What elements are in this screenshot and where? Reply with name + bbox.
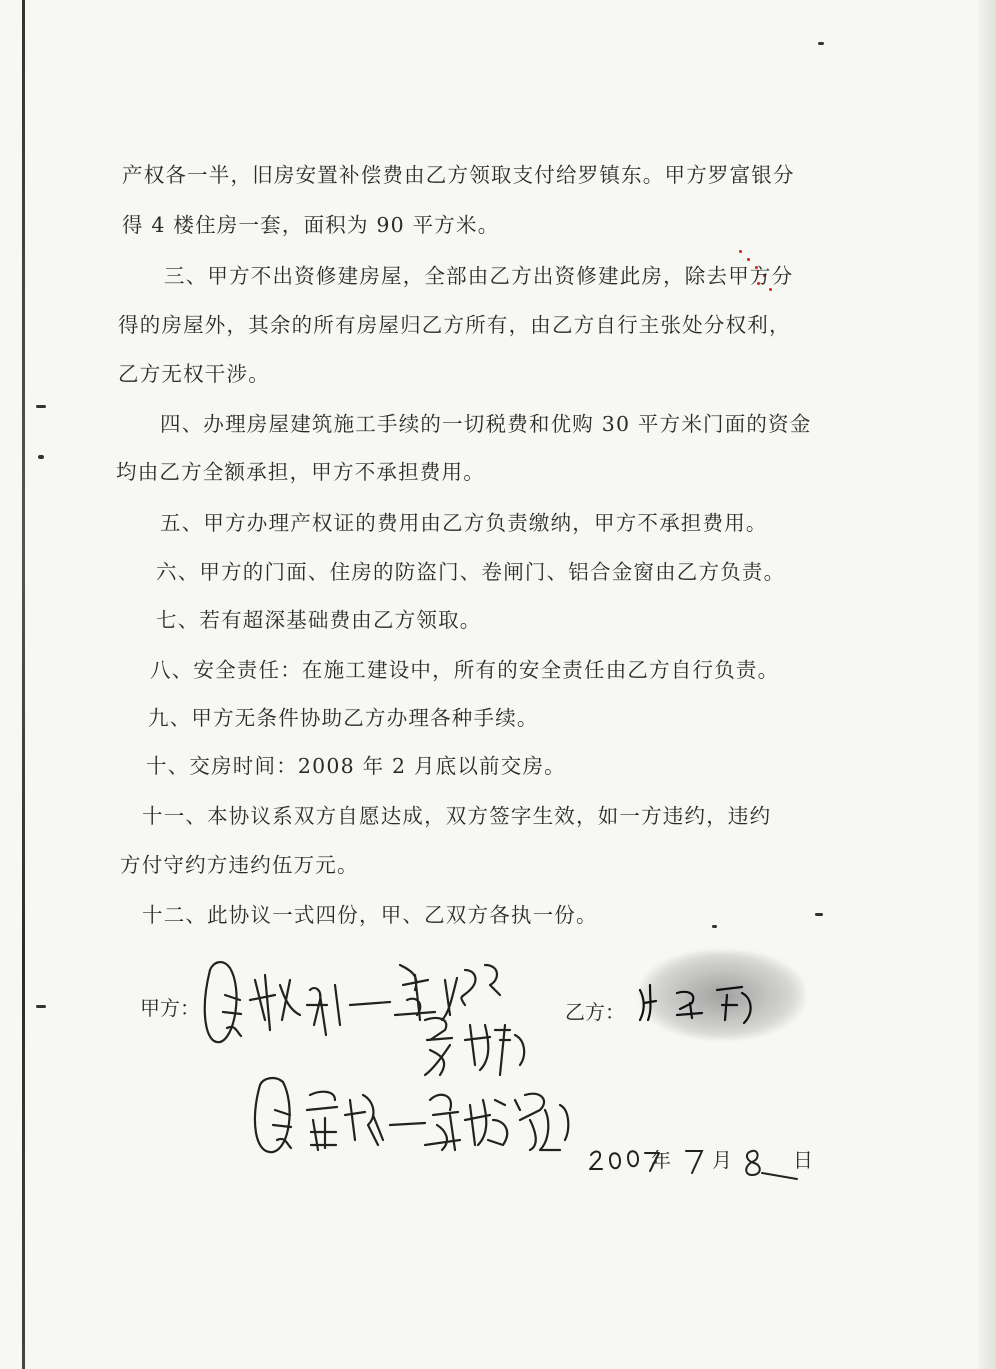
clause-7: 七、若有超深基础费由乙方领取。 <box>156 608 482 632</box>
clause-2-continued-2: 得 4 楼住房一套，面积为 90 平方米。 <box>122 213 500 237</box>
scan-speck <box>36 1005 46 1008</box>
party-b-label: 乙方： <box>565 1000 625 1024</box>
clause-11-line-2: 方付守约方违约伍万元。 <box>120 853 359 877</box>
clause-3-line-2: 得的房屋外，其余的所有房屋归乙方所有，由乙方自行主张处分权利， <box>118 313 791 337</box>
clause-4-line-2: 均由乙方全额承担，甲方不承担费用。 <box>116 460 485 484</box>
clause-2-continued: 产权各一半，旧房安置补偿费由乙方领取支付给罗镇东。甲方罗富银分 <box>122 163 795 187</box>
clause-11-line-1: 十一、本协议系双方自愿达成，双方签字生效，如一方违约，违约 <box>142 804 772 828</box>
binding-edge <box>22 0 25 1369</box>
date-month-char: 月 <box>712 1148 732 1172</box>
scan-speck <box>36 405 46 408</box>
scan-speck <box>815 913 823 916</box>
clause-10: 十、交房时间：2008 年 2 月底以前交房。 <box>146 754 566 778</box>
clause-3-line-1: 三、甲方不出资修建房屋，全部由乙方出资修建此房，除去甲方分 <box>164 264 794 288</box>
scan-speck <box>38 455 44 459</box>
page-edge-shadow <box>978 0 996 1369</box>
clause-6: 六、甲方的门面、住房的防盗门、卷闸门、铝合金窗由乙方负责。 <box>156 560 786 584</box>
clause-9: 九、甲方无条件协助乙方办理各种手续。 <box>148 706 539 730</box>
scan-speck <box>712 925 717 928</box>
party-a-label: 甲方： <box>140 996 200 1020</box>
date-day-char: 日 <box>793 1148 813 1172</box>
date-month-handwritten <box>680 1145 710 1177</box>
scan-speck <box>818 42 824 45</box>
clause-5: 五、甲方办理产权证的费用由乙方负责缴纳，甲方不承担费用。 <box>160 511 768 535</box>
party-a-signatures-row-3 <box>245 1070 595 1170</box>
clause-3-line-3: 乙方无权干涉。 <box>118 362 270 386</box>
date-year-char: 年 <box>651 1148 671 1172</box>
clause-4-line-1: 四、办理房屋建筑施工手续的一切税费和优购 30 平方米门面的资金 <box>160 412 812 436</box>
clause-8: 八、安全责任：在施工建设中，所有的安全责任由乙方自行负责。 <box>150 658 780 682</box>
clause-12: 十二、此协议一式四份，甲、乙双方各执一份。 <box>142 903 598 927</box>
party-b-signature <box>632 975 792 1030</box>
